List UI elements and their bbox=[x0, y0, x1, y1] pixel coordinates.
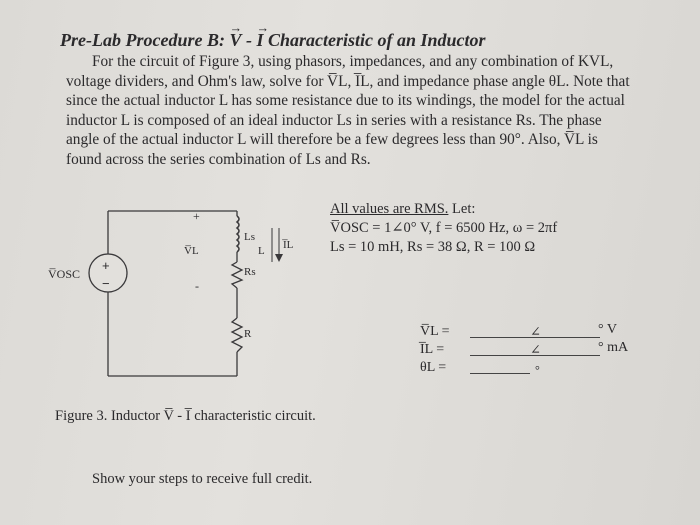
vl-label-circuit: V̅L bbox=[184, 245, 199, 257]
answer-theta-label: θL = bbox=[420, 360, 447, 375]
vl-minus: - bbox=[195, 279, 199, 293]
paragraph-line-6: found across the series combination of Ls and Rs. bbox=[66, 150, 371, 168]
answer-il-unit-text: mA bbox=[607, 340, 629, 355]
heading-dash: - bbox=[245, 30, 252, 50]
givens-let: Let: bbox=[452, 201, 476, 217]
source-plus: + bbox=[102, 258, 110, 273]
paragraph-line-5: angle of the actual inductor L will therefore be a few degrees less than 90°. Also, V̅L is bbox=[66, 131, 598, 148]
answer-vl-angle: ∠ bbox=[530, 324, 541, 339]
ls-label: Ls bbox=[244, 231, 255, 243]
answer-il-label: I̅L = bbox=[420, 342, 445, 357]
heading-i-symbol: → I bbox=[256, 30, 263, 51]
paragraph-line-4: inductor L is composed of an ideal inductor Ls in series with a resistance Rs. The phase bbox=[66, 111, 602, 129]
givens-line-2: Ls = 10 mH, Rs = 38 Ω, R = 100 Ω bbox=[330, 239, 536, 255]
answer-il-degree: ° bbox=[598, 340, 604, 355]
givens-title: All values are RMS. bbox=[330, 201, 449, 217]
footer-note: Show your steps to receive full credit. bbox=[92, 471, 313, 487]
paragraph-line-2: voltage dividers, and Ohm's law, solve for V̅L, I̅L, and impedance phase angle θL. Note that bbox=[66, 72, 630, 90]
r-label: R bbox=[244, 328, 252, 340]
l-label: L bbox=[258, 245, 265, 257]
vl-plus: + bbox=[193, 209, 200, 223]
resistor-r bbox=[232, 318, 242, 352]
paragraph-line-1: For the circuit of Figure 3, using phasors, impedances, and any combination of KVL, bbox=[92, 53, 614, 70]
givens-line-1: V̅OSC = 1∠0° V, f = 6500 Hz, ω = 2πf bbox=[330, 220, 558, 236]
answer-theta-degree: ° bbox=[535, 363, 540, 377]
source-minus: − bbox=[102, 276, 110, 291]
heading-title: Pre-Lab Procedure B: bbox=[60, 30, 225, 50]
givens-title-line bbox=[330, 200, 557, 219]
rs-label: Rs bbox=[244, 266, 256, 278]
inductor-ls-coil bbox=[237, 216, 239, 252]
answer-vl-unit bbox=[598, 321, 617, 339]
figure-caption: Figure 3. Inductor V̅ - I̅ characteristic circuit. bbox=[55, 408, 316, 424]
heading-subtitle: Characteristic of an Inductor bbox=[268, 30, 486, 50]
given-values bbox=[330, 200, 557, 257]
il-label-circuit: I̅L bbox=[283, 239, 294, 251]
paragraph-line-3: since the actual inductor L has some resistance due to its windings, the model for the actual bbox=[66, 92, 625, 109]
answer-il-angle: ∠ bbox=[530, 342, 541, 357]
answer-theta-blank[interactable] bbox=[470, 373, 530, 374]
answer-vl-label: V̅L = bbox=[420, 324, 450, 339]
answer-il-unit bbox=[598, 339, 628, 357]
vosc-label: V̅OSC bbox=[48, 267, 81, 281]
answer-vl-degree: ° bbox=[598, 322, 604, 337]
resistor-rs bbox=[232, 262, 242, 288]
il-arrow-head bbox=[275, 254, 283, 262]
heading-v-symbol: → V bbox=[229, 30, 241, 51]
answer-vl-unit-text: V bbox=[606, 322, 617, 337]
